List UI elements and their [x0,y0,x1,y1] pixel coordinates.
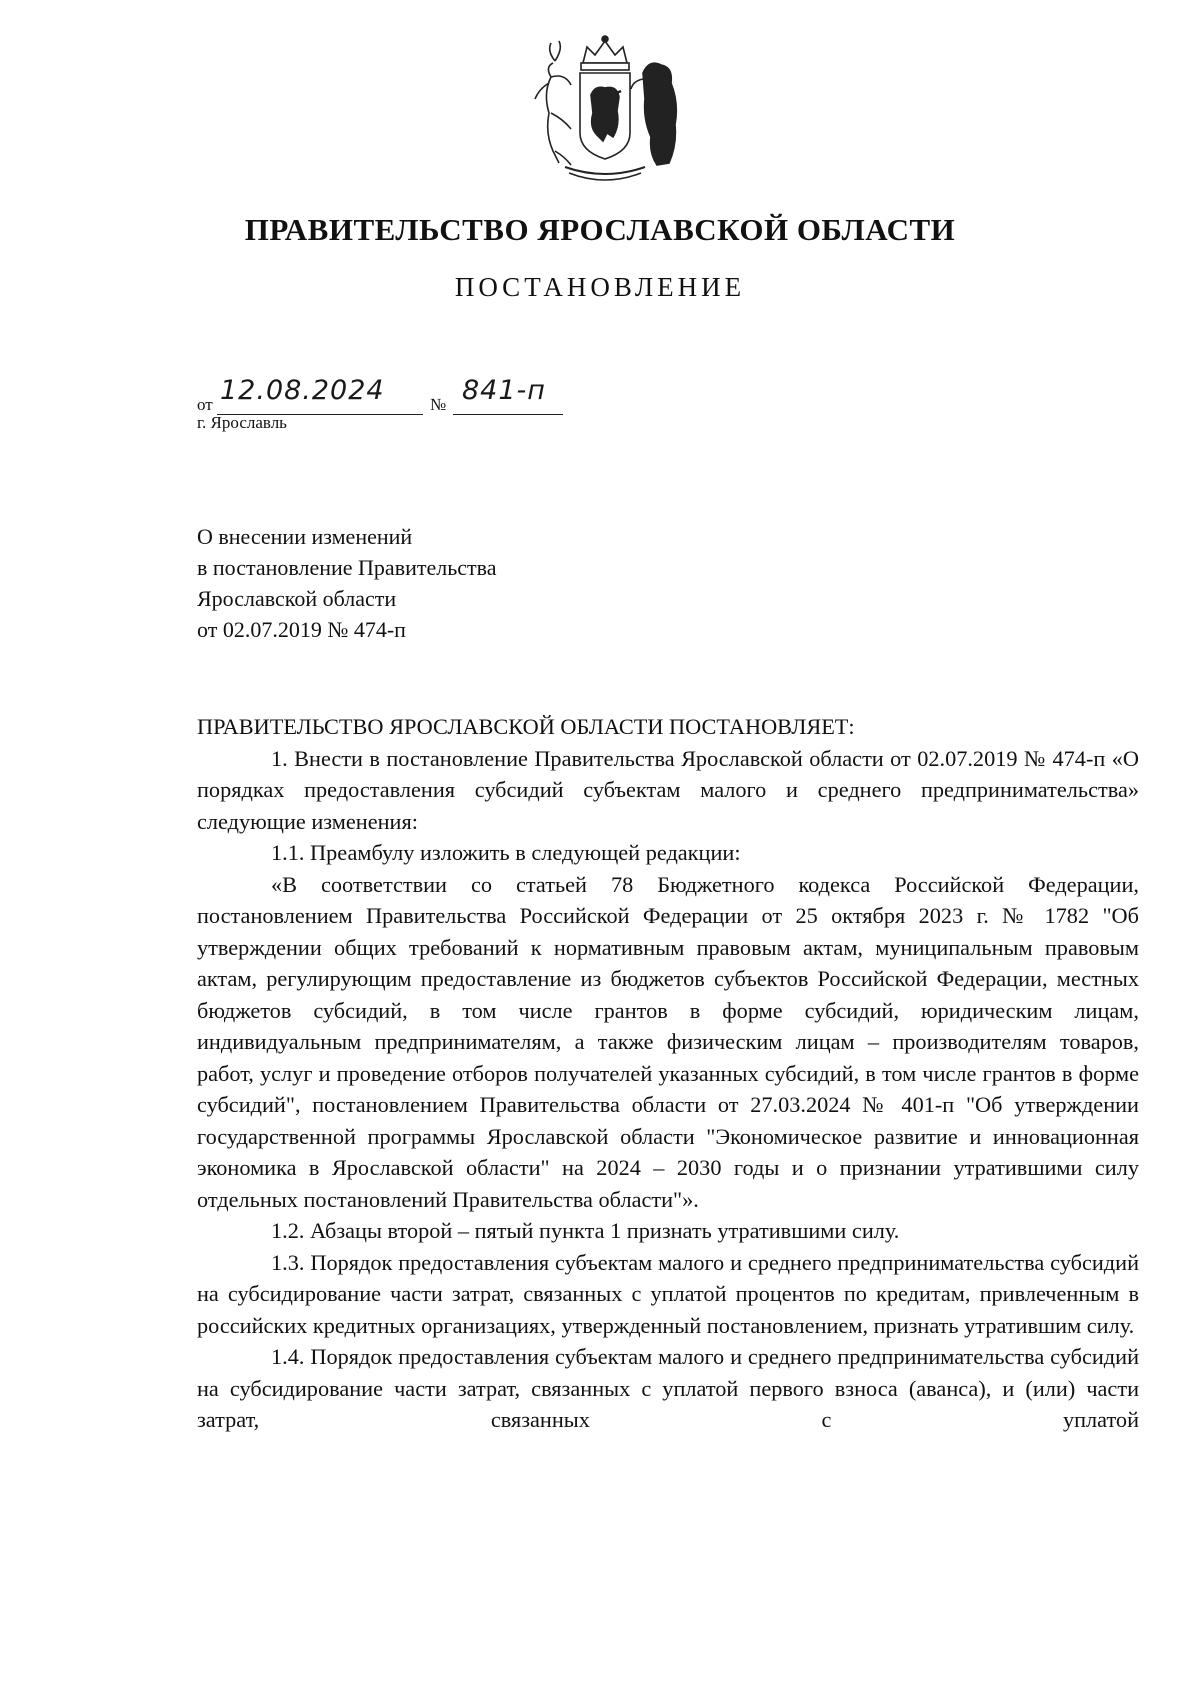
number-underline [453,414,563,415]
number-prefix: № [430,395,447,414]
document-type: ПОСТАНОВЛЕНИЕ [454,272,746,302]
clause-1-1-quote: «В соответствии со статьей 78 Бюджетного кодекса Российской Федерации, постановлением Правительства Российской Федерации от 25 октября 2023 г. № 1782 "Об утверждении общих требований к нормативным правовым актам, муниципальным правовым актам, регулирующим предоставление из бюджетов субъектов Российской Федерации, местных бюджетов субсидий, в том числе грантов в форме субсидий, юридическим лицам, индивидуальным предпринимателям, а также физическим лицам – производителям товаров, работ, услуг и проведение отборов получателей указанных субсидий, в том числе грантов в форме субсидий", постановлением Правительства области от 27.03.2024 № 401-п "Об утверждении государственной программы Ярославской области "Экономическое развитие и инновационная экономика в Ярославской области" на 2024 – 2030 годы и о признании утратившими силу отдельных постановлений Правительства области"». [197,871,1139,1212]
subject-line: от 02.07.2019 № 474-п [197,617,406,642]
preamble: ПРАВИТЕЛЬСТВО ЯРОСЛАВСКОЙ ОБЛАСТИ ПОСТАНОВЛЯЕТ: [197,714,855,739]
clause-1-1: 1.1. Преамбулу изложить в следующей редакции: [271,840,741,865]
document-subject [197,521,497,645]
city-label: г. Ярославль [197,413,287,432]
date-prefix: от [197,395,213,414]
date-value: 12.08.2024 [220,375,385,406]
subject-line: Ярославской области [197,586,397,611]
coat-of-arms-icon [525,33,685,188]
document-meta [197,375,797,417]
clause-1: 1. Внести в постановление Правительства Ярославской области от 02.07.2019 № 474-п «О порядках предоставления субсидий субъектам малого и среднего предпринимательства» следующие изменения: [197,745,1139,834]
document-body [197,711,1139,1436]
subject-line: О внесении изменений [197,524,413,549]
number-value: 841-п [462,375,546,406]
clause-1-2: 1.2. Абзацы второй – пятый пункта 1 признать утратившими силу. [271,1218,900,1243]
government-title: ПРАВИТЕЛЬСТВО ЯРОСЛАВСКОЙ ОБЛАСТИ [244,212,956,247]
subject-line: в постановление Правительства [197,555,497,580]
clause-1-3: 1.3. Порядок предоставления субъектам малого и среднего предпринимательства субсидий на субсидирование части затрат, связанных с уплатой процентов по кредитам, привлеченным в российских кредитных организациях, утвержденный постановлением, признать утратившим силу. [197,1249,1139,1338]
clause-1-4: 1.4. Порядок предоставления субъектам малого и среднего предпринимательства субсидий на субсидирование части затрат, связанных с уплатой первого взноса (аванса), и (или) части затрат, связанных с уплатой [197,1344,1139,1432]
